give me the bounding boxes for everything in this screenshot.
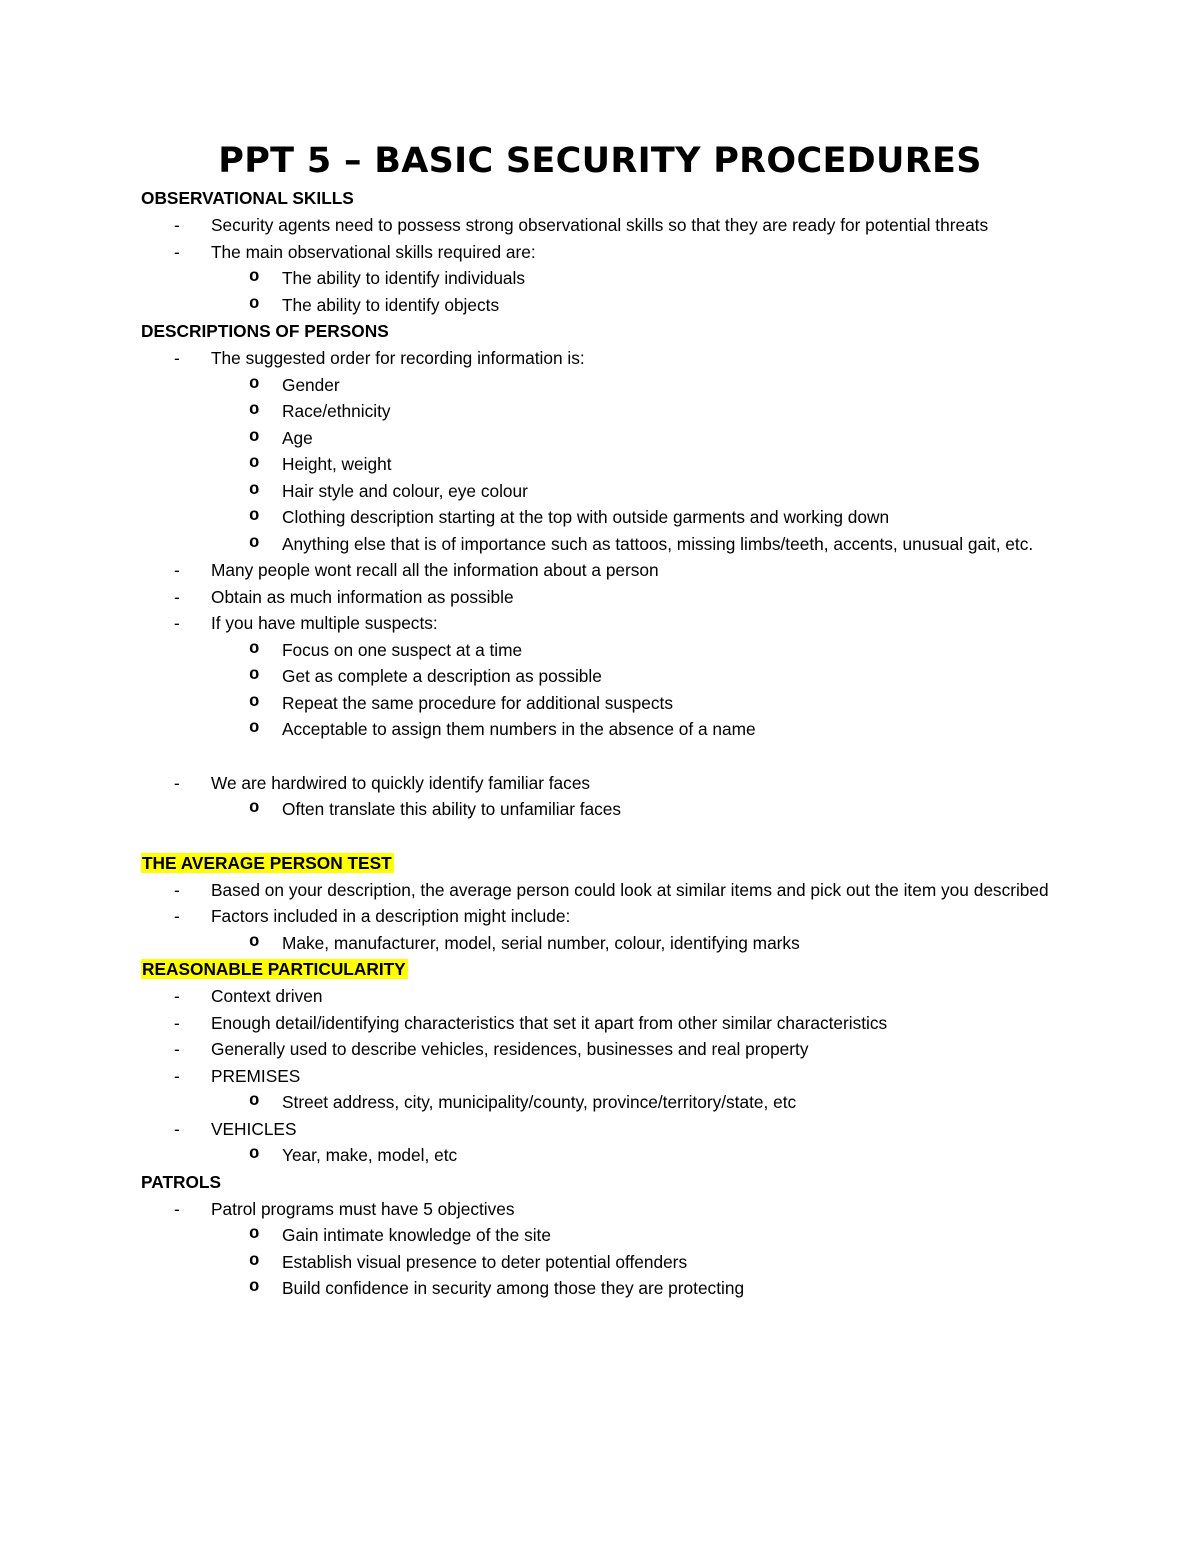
dash-bullet: -	[174, 1039, 180, 1059]
dash-bullet: -	[174, 1012, 180, 1033]
sub-list-item	[141, 1275, 1071, 1302]
list-item-text: The suggested order for recording information is:	[211, 348, 585, 368]
highlighted-heading: REASONABLE PARTICULARITY	[142, 959, 406, 979]
list-item-text: Repeat the same procedure for additional suspects	[282, 692, 673, 713]
circle-bullet: o	[249, 533, 260, 553]
list-item	[141, 557, 1071, 584]
dash-bullet: -	[174, 613, 180, 633]
sub-list-item	[141, 637, 1071, 664]
list-item	[141, 1116, 1071, 1143]
list-item-text: Establish visual presence to deter potential offenders	[282, 1251, 688, 1272]
sub-list-item	[141, 478, 1071, 505]
list-item-text: The main observational skills required are:	[211, 241, 536, 262]
sub-list-item	[141, 504, 1071, 531]
list-item	[141, 877, 1071, 904]
document-title: PPT 5 – BASIC SECURITY PROCEDURES	[218, 141, 982, 181]
list-item-text: Context driven	[211, 986, 323, 1006]
circle-bullet: o	[249, 268, 260, 287]
section-heading-patrols: PATROLS	[141, 1171, 222, 1192]
blank-line	[141, 823, 1071, 850]
blank-line	[141, 743, 1071, 770]
list-item-text: PREMISES	[211, 1065, 301, 1086]
list-item-text: Hair style and colour, eye colour	[282, 480, 528, 501]
list-item-text: Acceptable to assign them numbers in the absence of a name	[282, 719, 756, 739]
circle-bullet: o	[249, 932, 260, 952]
circle-bullet: o	[249, 799, 260, 818]
dash-bullet: -	[174, 906, 180, 926]
sub-list-item	[141, 716, 1071, 743]
list-item	[141, 983, 1071, 1010]
list-item	[141, 212, 1071, 239]
sub-list-item	[141, 1249, 1071, 1276]
sub-list-item	[141, 690, 1071, 717]
circle-bullet: o	[249, 1092, 260, 1111]
dash-bullet: -	[174, 215, 180, 235]
list-item-text: Security agents need to possess strong observational skills so that they are ready for potential threats	[211, 215, 989, 235]
section-heading-descriptions: DESCRIPTIONS OF PERSONS	[141, 321, 389, 341]
list-item-text: Height, weight	[282, 454, 392, 474]
list-item-text: We are hardwired to quickly identify familiar faces	[211, 772, 591, 793]
list-item-text: The ability to identify objects	[282, 294, 500, 315]
list-item	[141, 584, 1071, 611]
dash-bullet: -	[174, 1118, 180, 1139]
dash-bullet: -	[174, 348, 180, 368]
list-item-text: Focus on one suspect at a time	[282, 639, 523, 660]
document-body	[141, 185, 1071, 1302]
dash-bullet: -	[174, 241, 180, 262]
sub-list-item	[141, 531, 1071, 558]
list-item-text: Patrol programs must have 5 objectives	[211, 1198, 515, 1219]
circle-bullet: o	[249, 1278, 260, 1297]
sub-list-item	[141, 1222, 1071, 1249]
dash-bullet: -	[174, 586, 180, 607]
sub-list-item	[141, 398, 1071, 425]
dash-bullet: -	[174, 1065, 180, 1086]
section-heading-reasonable	[141, 956, 1071, 983]
sub-list-item	[141, 265, 1071, 292]
circle-bullet: o	[249, 294, 260, 314]
list-item-text: Anything else that is of importance such as tattoos, missing limbs/teeth, accents, unusual gait, etc.	[282, 533, 1034, 554]
circle-bullet: o	[249, 480, 260, 500]
list-item-text: Many people wont recall all the information about a person	[211, 560, 659, 580]
circle-bullet: o	[249, 692, 260, 712]
list-item	[141, 239, 1071, 266]
circle-bullet: o	[249, 427, 260, 447]
sub-list-item	[141, 930, 1071, 957]
list-item	[141, 610, 1071, 637]
list-item-text: If you have multiple suspects:	[211, 613, 438, 633]
dash-bullet: -	[174, 1198, 180, 1219]
list-item-text: Obtain as much information as possible	[211, 586, 514, 607]
list-item-text: Get as complete a description as possible	[282, 666, 602, 686]
dash-bullet: -	[174, 879, 180, 900]
sub-list-item	[141, 372, 1071, 399]
list-item	[141, 1063, 1071, 1090]
circle-bullet: o	[249, 1145, 260, 1164]
list-item-text: Factors included in a description might include:	[211, 906, 571, 926]
list-item	[141, 345, 1071, 372]
list-item	[141, 903, 1071, 930]
sub-list-item	[141, 1089, 1071, 1116]
list-item-text: Generally used to describe vehicles, residences, businesses and real property	[211, 1039, 809, 1059]
list-item-text: Gain intimate knowledge of the site	[282, 1225, 551, 1245]
list-item-text: Build confidence in security among those they are protecting	[282, 1278, 745, 1298]
circle-bullet: o	[249, 639, 260, 659]
list-item-text: Gender	[282, 374, 340, 395]
list-item	[141, 770, 1071, 797]
list-item-text: Street address, city, municipality/county, province/territory/state, etc	[282, 1092, 797, 1112]
circle-bullet: o	[249, 401, 260, 420]
list-item	[141, 1196, 1071, 1223]
section-heading-average	[141, 850, 1071, 877]
sub-list-item	[141, 451, 1071, 478]
highlighted-heading: THE AVERAGE PERSON TEST	[142, 852, 392, 873]
dash-bullet: -	[174, 560, 180, 580]
section-heading-observational: OBSERVATIONAL SKILLS	[141, 188, 354, 208]
list-item-text: Age	[282, 427, 313, 448]
sub-list-item	[141, 292, 1071, 319]
list-item-text: Make, manufacturer, model, serial number, colour, identifying marks	[282, 932, 800, 953]
sub-list-item	[141, 425, 1071, 452]
sub-list-item	[141, 796, 1071, 823]
circle-bullet: o	[249, 507, 260, 526]
list-item-text: Often translate this ability to unfamiliar faces	[282, 799, 622, 819]
dash-bullet: -	[174, 772, 180, 793]
list-item-text: Year, make, model, etc	[282, 1145, 458, 1165]
list-item-text: The ability to identify individuals	[282, 268, 526, 288]
list-item-text: Enough detail/identifying characteristics that set it apart from other similar characteristics	[211, 1012, 888, 1033]
dash-bullet: -	[174, 986, 180, 1006]
list-item-text: VEHICLES	[211, 1118, 297, 1139]
circle-bullet: o	[249, 719, 260, 738]
circle-bullet: o	[249, 1225, 260, 1244]
circle-bullet: o	[249, 454, 260, 473]
circle-bullet: o	[249, 666, 260, 685]
list-item	[141, 1036, 1071, 1063]
list-item-text: Based on your description, the average person could look at similar items and pick out the item you described	[211, 879, 1049, 900]
list-item-text: Clothing description starting at the top with outside garments and working down	[282, 507, 890, 527]
sub-list-item	[141, 1142, 1071, 1169]
circle-bullet: o	[249, 1251, 260, 1271]
circle-bullet: o	[249, 374, 260, 394]
list-item	[141, 1010, 1071, 1037]
sub-list-item	[141, 663, 1071, 690]
list-item-text: Race/ethnicity	[282, 401, 391, 421]
